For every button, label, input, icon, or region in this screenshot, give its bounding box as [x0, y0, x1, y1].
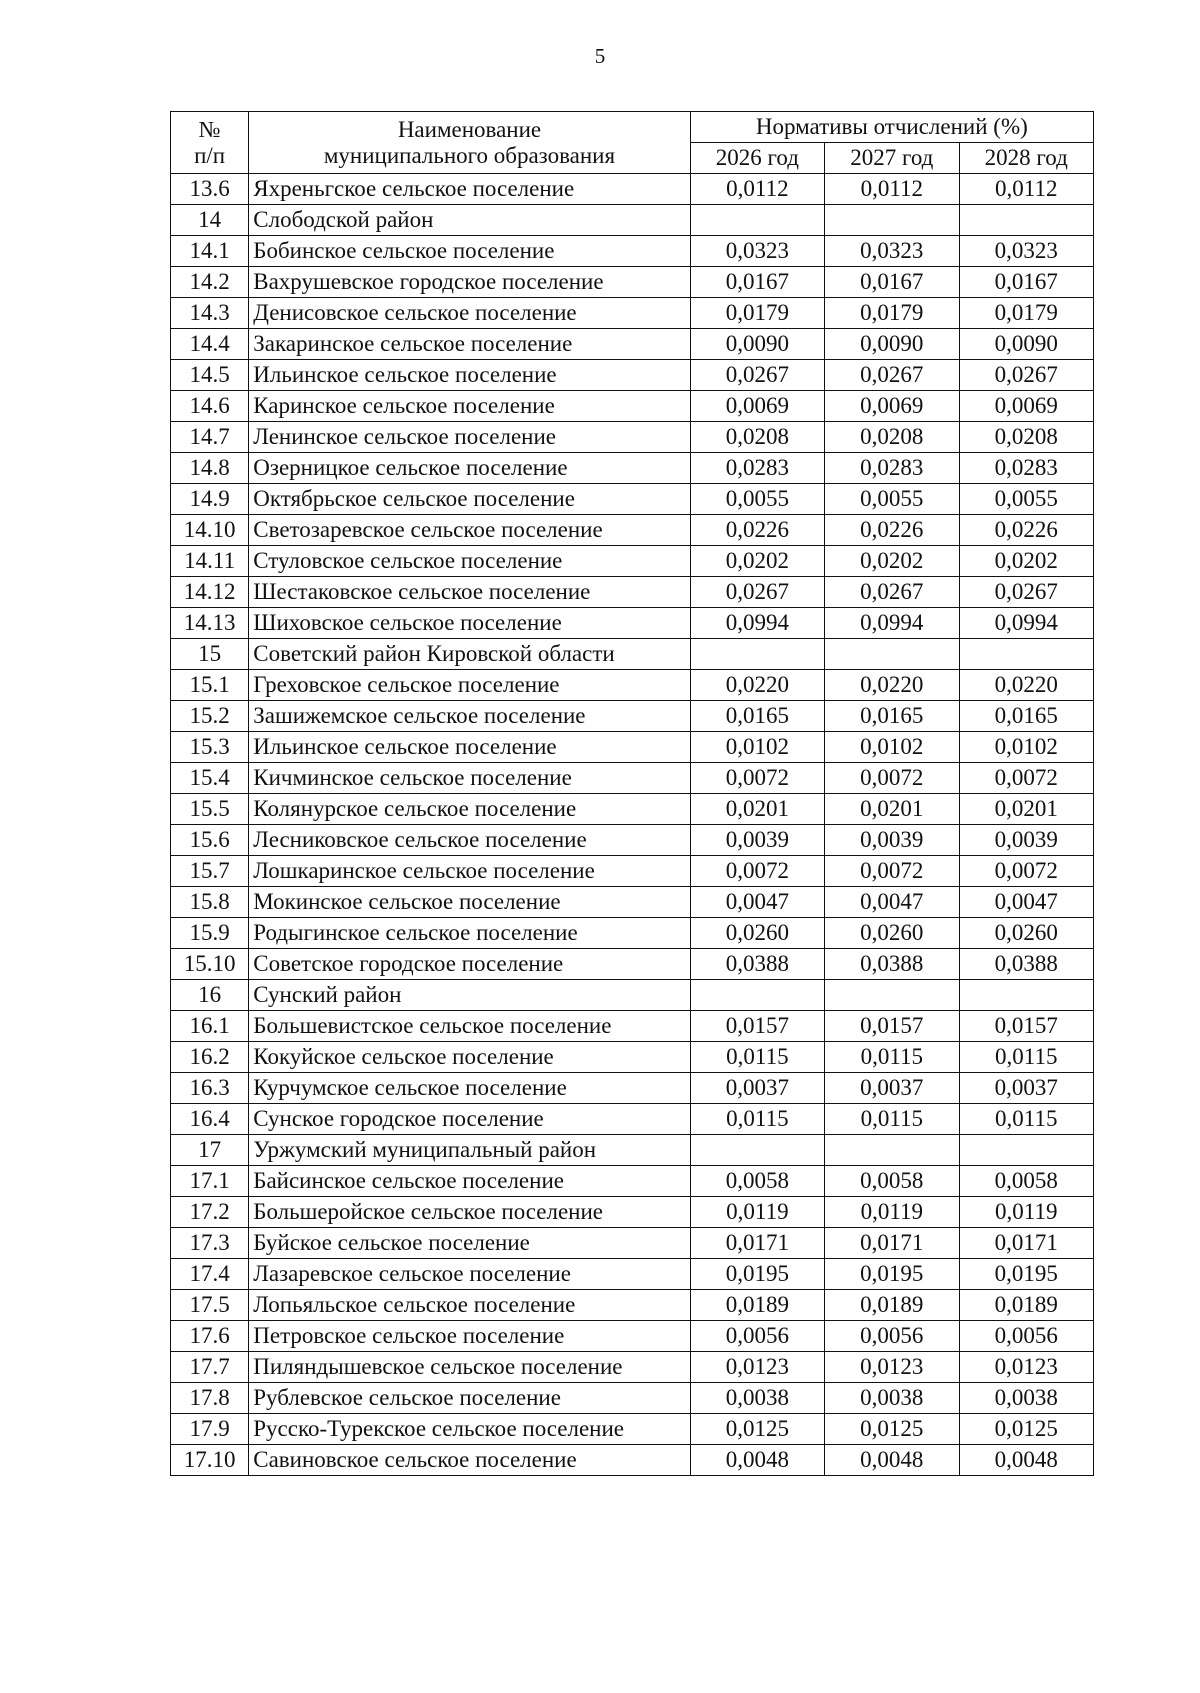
norms-table — [170, 111, 1094, 1476]
row-value-2027: 0,0055 — [825, 484, 959, 515]
table-row — [171, 298, 1094, 329]
row-value-2028: 0,0388 — [959, 949, 1093, 980]
row-value-2027: 0,0283 — [825, 453, 959, 484]
row-name: Буйское сельское поселение — [249, 1228, 690, 1259]
row-value-2026: 0,0056 — [690, 1321, 824, 1352]
table-row — [171, 360, 1094, 391]
row-value-2026: 0,0058 — [690, 1166, 824, 1197]
table-row — [171, 391, 1094, 422]
table-row — [171, 918, 1094, 949]
row-number: 16 — [171, 980, 249, 1011]
table-row — [171, 577, 1094, 608]
header-year-2027: 2027 год — [825, 143, 959, 174]
row-value-2027: 0,0171 — [825, 1228, 959, 1259]
row-number: 14.12 — [171, 577, 249, 608]
row-name: Советское городское поселение — [249, 949, 690, 980]
row-value-2026: 0,0123 — [690, 1352, 824, 1383]
row-value-2028: 0,0058 — [959, 1166, 1093, 1197]
row-value-2026: 0,0119 — [690, 1197, 824, 1228]
row-number: 16.1 — [171, 1011, 249, 1042]
table-row — [171, 825, 1094, 856]
row-value-2026: 0,0037 — [690, 1073, 824, 1104]
row-value-2026: 0,0047 — [690, 887, 824, 918]
table-row — [171, 732, 1094, 763]
row-name: Колянурское сельское поселение — [249, 794, 690, 825]
table-row — [171, 484, 1094, 515]
row-name: Рублевское сельское поселение — [249, 1383, 690, 1414]
row-value-2028: 0,0201 — [959, 794, 1093, 825]
row-name: Советский район Кировской области — [249, 639, 690, 670]
row-name: Кокуйское сельское поселение — [249, 1042, 690, 1073]
row-value-2027: 0,0038 — [825, 1383, 959, 1414]
table-row — [171, 1166, 1094, 1197]
row-value-2028: 0,0090 — [959, 329, 1093, 360]
row-value-2028: 0,0260 — [959, 918, 1093, 949]
row-value-2028: 0,0072 — [959, 763, 1093, 794]
row-value-2026: 0,0267 — [690, 577, 824, 608]
row-number: 14.1 — [171, 236, 249, 267]
row-value-2027 — [825, 205, 959, 236]
table-row — [171, 1321, 1094, 1352]
row-number: 15.3 — [171, 732, 249, 763]
row-value-2026 — [690, 980, 824, 1011]
row-value-2026: 0,0189 — [690, 1290, 824, 1321]
row-value-2026: 0,0125 — [690, 1414, 824, 1445]
row-number: 14.8 — [171, 453, 249, 484]
row-value-2027: 0,0125 — [825, 1414, 959, 1445]
row-value-2028: 0,0208 — [959, 422, 1093, 453]
row-value-2027: 0,0195 — [825, 1259, 959, 1290]
table-row — [171, 515, 1094, 546]
table-row — [171, 949, 1094, 980]
table-row — [171, 267, 1094, 298]
row-value-2026: 0,0201 — [690, 794, 824, 825]
table-row — [171, 1042, 1094, 1073]
header-name-line1: Наименование — [397, 116, 542, 142]
table-row — [171, 453, 1094, 484]
row-name: Лесниковское сельское поселение — [249, 825, 690, 856]
row-value-2028 — [959, 205, 1093, 236]
row-name: Лазаревское сельское поселение — [249, 1259, 690, 1290]
row-value-2027: 0,0267 — [825, 577, 959, 608]
row-value-2027: 0,0112 — [825, 174, 959, 205]
row-value-2028 — [959, 639, 1093, 670]
row-value-2027: 0,0119 — [825, 1197, 959, 1228]
row-number: 15.9 — [171, 918, 249, 949]
table-row — [171, 670, 1094, 701]
row-value-2028: 0,0069 — [959, 391, 1093, 422]
table-row — [171, 236, 1094, 267]
row-value-2026 — [690, 1135, 824, 1166]
table-row — [171, 794, 1094, 825]
table-row — [171, 1414, 1094, 1445]
row-value-2026: 0,0226 — [690, 515, 824, 546]
row-name: Бобинское сельское поселение — [249, 236, 690, 267]
table-row — [171, 763, 1094, 794]
page-number: 5 — [594, 44, 606, 68]
row-number: 15.10 — [171, 949, 249, 980]
row-name: Яхреньгское сельское поселение — [249, 174, 690, 205]
row-value-2028: 0,0267 — [959, 360, 1093, 391]
table-row — [171, 205, 1094, 236]
row-value-2027: 0,0201 — [825, 794, 959, 825]
row-value-2026: 0,0994 — [690, 608, 824, 639]
row-number: 15.7 — [171, 856, 249, 887]
row-value-2027: 0,0157 — [825, 1011, 959, 1042]
row-name: Шиховское сельское поселение — [249, 608, 690, 639]
table-row — [171, 1228, 1094, 1259]
row-value-2027: 0,0102 — [825, 732, 959, 763]
row-value-2026: 0,0157 — [690, 1011, 824, 1042]
row-value-2026 — [690, 205, 824, 236]
row-value-2027: 0,0388 — [825, 949, 959, 980]
row-name: Уржумский муниципальный район — [249, 1135, 690, 1166]
row-number: 17.8 — [171, 1383, 249, 1414]
row-value-2028 — [959, 1135, 1093, 1166]
row-value-2026: 0,0055 — [690, 484, 824, 515]
table-row — [171, 887, 1094, 918]
row-value-2028: 0,0165 — [959, 701, 1093, 732]
row-value-2028: 0,0157 — [959, 1011, 1093, 1042]
row-value-2028: 0,0283 — [959, 453, 1093, 484]
row-value-2026: 0,0072 — [690, 856, 824, 887]
header-year-2026: 2026 год — [690, 143, 824, 174]
row-number: 14.7 — [171, 422, 249, 453]
header-norms: Нормативы отчислений (%) — [690, 112, 1093, 143]
table-row — [171, 1445, 1094, 1476]
row-name: Закаринское сельское поселение — [249, 329, 690, 360]
row-name: Пиляндышевское сельское поселение — [249, 1352, 690, 1383]
row-value-2026: 0,0388 — [690, 949, 824, 980]
row-value-2027: 0,0115 — [825, 1042, 959, 1073]
row-value-2027: 0,0220 — [825, 670, 959, 701]
row-value-2027: 0,0072 — [825, 763, 959, 794]
row-value-2028: 0,0323 — [959, 236, 1093, 267]
row-value-2028 — [959, 980, 1093, 1011]
row-value-2028: 0,0119 — [959, 1197, 1093, 1228]
row-number: 17.9 — [171, 1414, 249, 1445]
row-name: Ленинское сельское поселение — [249, 422, 690, 453]
table-row — [171, 1073, 1094, 1104]
row-name: Каринское сельское поселение — [249, 391, 690, 422]
row-value-2026: 0,0208 — [690, 422, 824, 453]
row-number: 15.5 — [171, 794, 249, 825]
row-value-2026: 0,0260 — [690, 918, 824, 949]
row-value-2028: 0,0112 — [959, 174, 1093, 205]
row-number: 14.4 — [171, 329, 249, 360]
row-value-2028: 0,0055 — [959, 484, 1093, 515]
row-number: 14.3 — [171, 298, 249, 329]
row-name: Денисовское сельское поселение — [249, 298, 690, 329]
row-name: Петровское сельское поселение — [249, 1321, 690, 1352]
row-value-2027: 0,0123 — [825, 1352, 959, 1383]
table-row — [171, 639, 1094, 670]
row-name: Большеройское сельское поселение — [249, 1197, 690, 1228]
row-value-2026 — [690, 639, 824, 670]
row-value-2027 — [825, 639, 959, 670]
row-value-2026: 0,0039 — [690, 825, 824, 856]
row-number: 17.10 — [171, 1445, 249, 1476]
row-value-2027: 0,0267 — [825, 360, 959, 391]
row-value-2026: 0,0038 — [690, 1383, 824, 1414]
row-value-2026: 0,0220 — [690, 670, 824, 701]
row-value-2027: 0,0115 — [825, 1104, 959, 1135]
table-row — [171, 701, 1094, 732]
row-value-2028: 0,0994 — [959, 608, 1093, 639]
header-number-line1: № — [198, 116, 221, 142]
row-name: Октябрьское сельское поселение — [249, 484, 690, 515]
row-number: 16.4 — [171, 1104, 249, 1135]
row-number: 14.11 — [171, 546, 249, 577]
row-value-2028: 0,0072 — [959, 856, 1093, 887]
row-number: 15.6 — [171, 825, 249, 856]
row-name: Мокинское сельское поселение — [249, 887, 690, 918]
row-number: 14.13 — [171, 608, 249, 639]
row-name: Вахрушевское городское поселение — [249, 267, 690, 298]
row-value-2027: 0,0058 — [825, 1166, 959, 1197]
row-name: Зашижемское сельское поселение — [249, 701, 690, 732]
row-value-2028: 0,0179 — [959, 298, 1093, 329]
row-value-2026: 0,0048 — [690, 1445, 824, 1476]
row-name: Савиновское сельское поселение — [249, 1445, 690, 1476]
table-row — [171, 422, 1094, 453]
row-value-2026: 0,0115 — [690, 1042, 824, 1073]
row-number: 15 — [171, 639, 249, 670]
row-value-2028: 0,0047 — [959, 887, 1093, 918]
row-number: 14.10 — [171, 515, 249, 546]
row-value-2026: 0,0267 — [690, 360, 824, 391]
row-name: Лошкаринское сельское поселение — [249, 856, 690, 887]
row-value-2028: 0,0056 — [959, 1321, 1093, 1352]
row-value-2026: 0,0102 — [690, 732, 824, 763]
row-value-2026: 0,0112 — [690, 174, 824, 205]
row-value-2027: 0,0056 — [825, 1321, 959, 1352]
row-value-2026: 0,0323 — [690, 236, 824, 267]
row-value-2027: 0,0202 — [825, 546, 959, 577]
header-number-line2: п/п — [194, 142, 226, 168]
row-value-2027: 0,0165 — [825, 701, 959, 732]
row-value-2028: 0,0038 — [959, 1383, 1093, 1414]
table-row — [171, 1259, 1094, 1290]
row-value-2026: 0,0115 — [690, 1104, 824, 1135]
row-value-2027: 0,0037 — [825, 1073, 959, 1104]
row-value-2027: 0,0208 — [825, 422, 959, 453]
row-name: Лопьяльское сельское поселение — [249, 1290, 690, 1321]
table-row — [171, 174, 1094, 205]
table-row — [171, 980, 1094, 1011]
row-name: Греховское сельское поселение — [249, 670, 690, 701]
row-value-2028: 0,0267 — [959, 577, 1093, 608]
row-value-2027: 0,0069 — [825, 391, 959, 422]
table-header — [171, 112, 1094, 174]
row-value-2027: 0,0323 — [825, 236, 959, 267]
row-value-2027: 0,0179 — [825, 298, 959, 329]
table-row — [171, 608, 1094, 639]
row-value-2027: 0,0039 — [825, 825, 959, 856]
row-value-2026: 0,0069 — [690, 391, 824, 422]
row-value-2027: 0,0226 — [825, 515, 959, 546]
row-value-2026: 0,0171 — [690, 1228, 824, 1259]
row-number: 13.6 — [171, 174, 249, 205]
header-name-line2: муниципального образования — [323, 142, 616, 168]
row-name: Ильинское сельское поселение — [249, 360, 690, 391]
header-name — [249, 112, 690, 174]
row-value-2028: 0,0048 — [959, 1445, 1093, 1476]
table-row — [171, 1197, 1094, 1228]
table-row — [171, 546, 1094, 577]
table-row — [171, 329, 1094, 360]
table-body — [171, 174, 1094, 1476]
table-row — [171, 1011, 1094, 1042]
row-number: 17.3 — [171, 1228, 249, 1259]
row-name: Родыгинское сельское поселение — [249, 918, 690, 949]
row-number: 16.3 — [171, 1073, 249, 1104]
row-name: Стуловское сельское поселение — [249, 546, 690, 577]
row-number: 17.2 — [171, 1197, 249, 1228]
row-value-2028: 0,0171 — [959, 1228, 1093, 1259]
row-name: Слободской район — [249, 205, 690, 236]
table-row — [171, 856, 1094, 887]
row-name: Озерницкое сельское поселение — [249, 453, 690, 484]
row-value-2027: 0,0167 — [825, 267, 959, 298]
row-value-2028: 0,0189 — [959, 1290, 1093, 1321]
row-value-2028: 0,0115 — [959, 1104, 1093, 1135]
row-value-2028: 0,0220 — [959, 670, 1093, 701]
row-name: Светозаревское сельское поселение — [249, 515, 690, 546]
row-name: Сунский район — [249, 980, 690, 1011]
row-number: 17.4 — [171, 1259, 249, 1290]
row-name: Ильинское сельское поселение — [249, 732, 690, 763]
row-name: Большевистское сельское поселение — [249, 1011, 690, 1042]
row-value-2028: 0,0037 — [959, 1073, 1093, 1104]
row-value-2026: 0,0090 — [690, 329, 824, 360]
row-number: 16.2 — [171, 1042, 249, 1073]
header-year-2028: 2028 год — [959, 143, 1093, 174]
row-value-2027: 0,0047 — [825, 887, 959, 918]
row-value-2026: 0,0195 — [690, 1259, 824, 1290]
row-number: 17.7 — [171, 1352, 249, 1383]
row-number: 14.9 — [171, 484, 249, 515]
row-value-2027 — [825, 980, 959, 1011]
row-value-2028: 0,0039 — [959, 825, 1093, 856]
row-name: Сунское городское поселение — [249, 1104, 690, 1135]
row-value-2027: 0,0994 — [825, 608, 959, 639]
table-row — [171, 1290, 1094, 1321]
row-value-2026: 0,0179 — [690, 298, 824, 329]
table-row — [171, 1104, 1094, 1135]
row-value-2026: 0,0167 — [690, 267, 824, 298]
row-number: 15.2 — [171, 701, 249, 732]
row-value-2028: 0,0115 — [959, 1042, 1093, 1073]
row-name: Кичминское сельское поселение — [249, 763, 690, 794]
row-number: 17.6 — [171, 1321, 249, 1352]
table-row — [171, 1383, 1094, 1414]
row-value-2028: 0,0167 — [959, 267, 1093, 298]
row-value-2028: 0,0102 — [959, 732, 1093, 763]
header-number — [171, 112, 249, 174]
row-value-2026: 0,0165 — [690, 701, 824, 732]
row-name: Шестаковское сельское поселение — [249, 577, 690, 608]
row-value-2028: 0,0195 — [959, 1259, 1093, 1290]
row-value-2026: 0,0283 — [690, 453, 824, 484]
row-value-2027 — [825, 1135, 959, 1166]
row-value-2028: 0,0123 — [959, 1352, 1093, 1383]
row-value-2026: 0,0072 — [690, 763, 824, 794]
row-value-2027: 0,0072 — [825, 856, 959, 887]
row-number: 14.5 — [171, 360, 249, 391]
row-number: 17.1 — [171, 1166, 249, 1197]
row-number: 15.8 — [171, 887, 249, 918]
row-name: Байсинское сельское поселение — [249, 1166, 690, 1197]
row-value-2027: 0,0090 — [825, 329, 959, 360]
row-value-2027: 0,0189 — [825, 1290, 959, 1321]
row-number: 15.4 — [171, 763, 249, 794]
row-number: 17 — [171, 1135, 249, 1166]
row-value-2028: 0,0125 — [959, 1414, 1093, 1445]
table-row — [171, 1352, 1094, 1383]
row-value-2027: 0,0260 — [825, 918, 959, 949]
row-number: 14.2 — [171, 267, 249, 298]
row-value-2028: 0,0226 — [959, 515, 1093, 546]
row-value-2026: 0,0202 — [690, 546, 824, 577]
row-value-2027: 0,0048 — [825, 1445, 959, 1476]
row-number: 14 — [171, 205, 249, 236]
row-value-2028: 0,0202 — [959, 546, 1093, 577]
row-name: Курчумское сельское поселение — [249, 1073, 690, 1104]
row-number: 15.1 — [171, 670, 249, 701]
table-row — [171, 1135, 1094, 1166]
row-number: 14.6 — [171, 391, 249, 422]
row-number: 17.5 — [171, 1290, 249, 1321]
row-name: Русско-Турекское сельское поселение — [249, 1414, 690, 1445]
